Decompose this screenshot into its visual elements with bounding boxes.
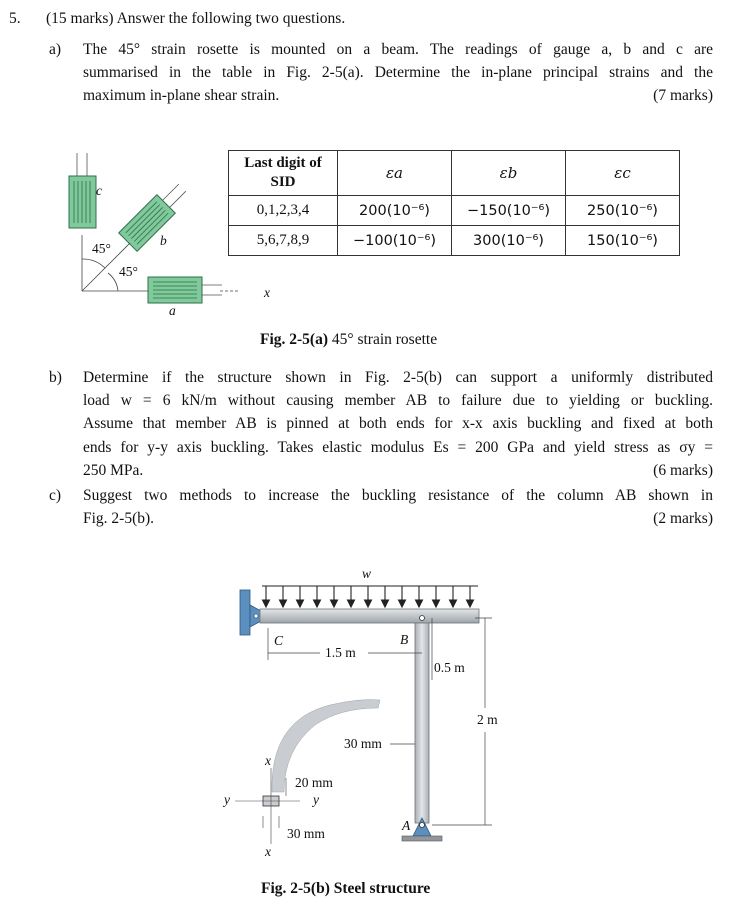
header-sid: Last digit of SID [229,151,338,196]
dim-30mm-bottom-label: 30 mm [287,826,325,841]
gauge-a [148,277,222,303]
part-b-line-3: Assume that member AB is pinned at both ends for x-x axis buckling and fixed at both [83,415,713,432]
part-b-line-2: load w = 6 kN/m without causing member AB to failure due to yielding or buckling. [83,392,713,409]
table-cell-sid: 0,1,2,3,4 [229,196,338,226]
part-c-marks: (2 marks) [653,510,713,527]
strain-table [228,150,680,256]
angle-arc-lower [108,273,118,291]
rosette-diagram [60,145,240,320]
part-a-marks: (7 marks) [653,87,713,104]
wall-support [240,590,250,635]
question-intro: (15 marks) Answer the following two questions. [46,10,346,27]
part-c-line-2: Fig. 2-5(b). [83,510,155,527]
part-a-line-2: summarised in the table in Fig. 2-5(a). Determine the in-plane principal strains and the [83,64,713,81]
dim-height-label: 2 m [477,712,498,727]
part-c-line-1: Suggest two methods to increase the buckling resistance of the column AB shown in [83,487,713,504]
axis-y-left-label: y [224,792,230,807]
table-row [229,196,680,226]
part-b-line-4: ends for y-y axis buckling. Takes elastic modulus Es = 200 GPa and yield stress as σy = [83,439,713,456]
table-row [229,226,680,256]
part-a-line-1: The 45° strain rosette is mounted on a beam. The readings of gauge a, b and c are [83,41,713,58]
structure-diagram [210,560,510,870]
gauge-c [69,153,96,228]
part-a-line-3: maximum in-plane shear strain. [83,87,280,104]
figure-b-caption: Fig. 2-5(b) Steel structure [261,880,431,897]
dim-20mm-label: 20 mm [295,775,333,790]
axis-x-bottom-label: x [265,844,271,859]
table-cell-eb: 300(10⁻⁶) [452,226,566,256]
pin-b [420,616,425,621]
rosette-axis-x-label: x [264,285,270,300]
point-c-label: C [274,633,284,648]
part-a-label: a) [49,41,62,58]
axis-x-top-label: x [265,753,271,768]
gauge-label-c: c [96,183,102,198]
question-number: 5. [9,10,21,27]
header-epsilon-c: εc [566,151,680,196]
table-cell-ea: 200(10⁻⁶) [338,196,452,226]
part-b-label: b) [49,369,62,386]
gauge-label-b: b [160,233,167,248]
load-label-w: w [362,566,372,581]
table-cell-sid: 5,6,7,8,9 [229,226,338,256]
strain-table-header-row [229,151,680,196]
table-cell-eb: −150(10⁻⁶) [452,196,566,226]
table-cell-ec: 150(10⁻⁶) [566,226,680,256]
gauge-b [119,178,192,251]
figure-a-caption: Fig. 2-5(a) 45° strain rosette [260,331,438,348]
part-b-line-5: 250 MPa. [83,462,144,479]
beam-cb [260,609,479,623]
part-b-line-1: Determine if the structure shown in Fig. 2-5(b) can support a uniformly distributed [83,369,713,386]
angle-label-upper: 45° [92,241,111,256]
header-epsilon-b: εb [452,151,566,196]
table-cell-ea: −100(10⁻⁶) [338,226,452,256]
point-a-label: A [402,818,411,833]
axis-y-right-label: y [313,792,319,807]
angle-arc-upper [82,259,105,268]
table-cell-ec: 250(10⁻⁶) [566,196,680,226]
dim-half-label: 0.5 m [434,660,465,675]
ground-base [402,836,442,841]
dim-beam-label: 1.5 m [325,645,356,660]
angle-label-lower: 45° [119,264,138,279]
header-epsilon-a: εa [338,151,452,196]
point-b-label: B [400,632,409,647]
part-c-label: c) [49,487,62,504]
gauge-label-a: a [169,303,176,318]
dim-30mm-top-label: 30 mm [344,736,382,751]
part-b-marks: (6 marks) [653,462,713,479]
distributed-load-arrows [262,586,478,607]
